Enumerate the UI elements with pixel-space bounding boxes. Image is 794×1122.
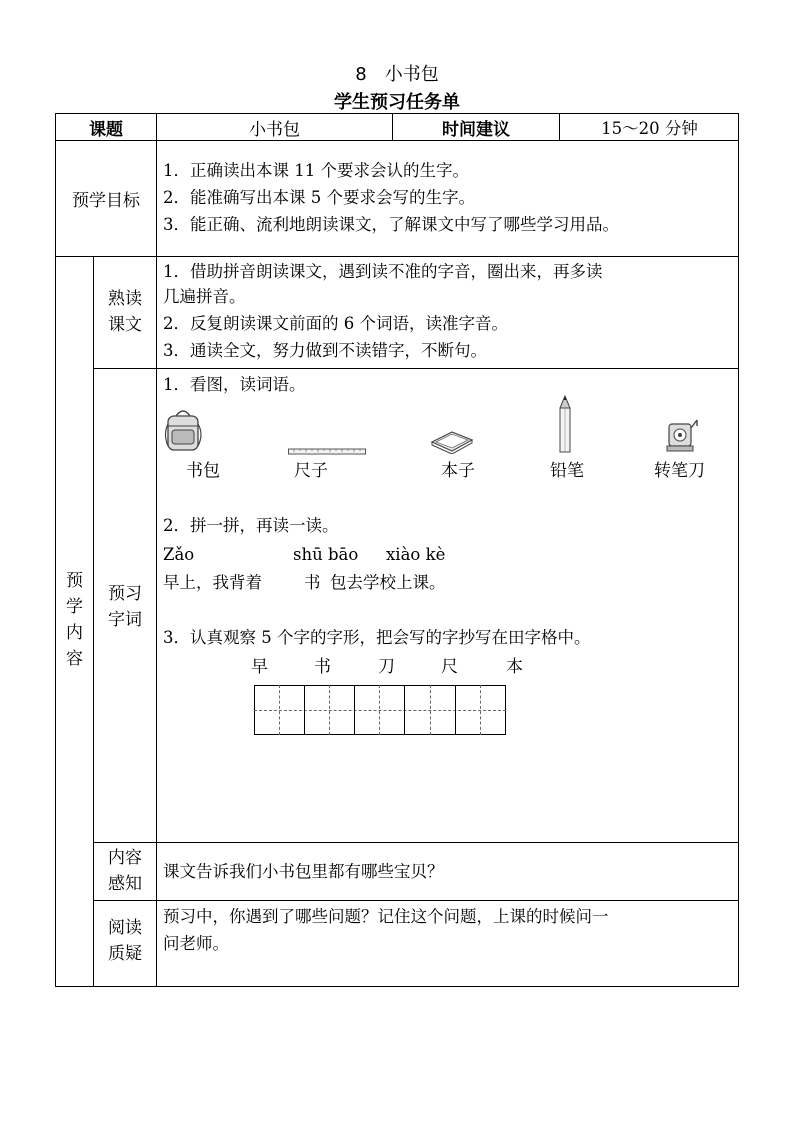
model-char: 本 [506,657,523,677]
picture-word: 尺子 [294,461,328,481]
question-label-line: 质疑 [108,944,142,964]
task-3: 3．认真观察 5 个字的字形，把会写的字抄写在田字格中。 [163,628,591,647]
question-line: 问老师。 [163,934,229,953]
row-divider [93,368,739,369]
content-label-char: 内 [66,623,83,643]
time-value: 15～20 分钟 [601,119,698,138]
row-divider [55,256,739,257]
model-char: 尺 [441,657,458,677]
question-label [94,915,156,967]
notebook-icon [430,428,474,454]
topic-label: 课题 [89,119,123,140]
worksheet-subtitle: 学生预习任务单 [334,92,460,113]
pinyin-word: Zǎo [163,545,195,564]
lesson-title: 8 小书包 [355,64,439,85]
read-item: 几遍拼音。 [163,287,246,306]
read-item: 1．借助拼音朗读课文，遇到读不准的字音，圈出来，再多读 [163,262,603,281]
grid-divider [404,685,405,735]
read-item: 3．通读全文，努力做到不读错字，不断句。 [163,341,487,360]
picture-word: 本子 [441,461,475,481]
row-divider [93,842,739,843]
pinyin-word: shū bāo [293,545,359,564]
ruler-icon [288,448,366,456]
task-1: 1．看图，读词语。 [163,375,306,394]
picture-word: 铅笔 [550,461,584,481]
goal-item: 1．正确读出本课 11 个要求会认的生字。 [163,161,469,180]
preview-words-label [94,581,156,633]
feel-label-line: 感知 [108,874,142,894]
read-text-label [94,286,156,338]
pinyin-word: xiào kè [386,545,446,564]
model-char: 早 [251,657,268,677]
backpack-icon [163,406,205,454]
grid-guide [329,685,330,735]
grid-guide [279,685,280,735]
read-text-label-line: 课文 [108,315,142,335]
topic-value: 小书包 [249,119,300,140]
preview-words-label-line: 预习 [108,584,142,604]
task-2: 2．拼一拼，再读一读。 [163,516,339,535]
question-line: 预习中，你遇到了哪些问题？记住这个问题，上课的时候问一 [163,907,609,926]
sentence-part: 早上，我背着 [163,573,262,592]
pencil-sharpener-icon [663,414,699,454]
time-label: 时间建议 [442,119,510,140]
read-item: 2．反复朗读课文前面的 6 个词语，读准字音。 [163,314,508,333]
feel-label [94,845,156,897]
content-label [56,568,93,672]
feel-label-line: 内容 [108,848,142,868]
grid-divider [455,685,456,735]
picture-word: 书包 [186,461,220,481]
grid-guide [480,685,481,735]
grid-guide [430,685,431,735]
row-divider [93,900,739,901]
preview-words-label-line: 字词 [108,610,142,630]
pencil-icon [557,395,573,455]
read-text-list [163,259,737,363]
grid-guide [254,710,506,711]
goal-item: 2．能准确写出本课 5 个要求会写的生字。 [163,188,475,207]
sentence-part: 书 [304,573,321,592]
column-divider [156,113,157,987]
question-label-line: 阅读 [108,918,142,938]
grid-divider [354,685,355,735]
row-divider [55,140,739,141]
feel-text: 课文告诉我们小书包里都有哪些宝贝？ [163,862,444,881]
grid-divider [304,685,305,735]
model-char: 书 [314,657,331,677]
goals-list [163,158,737,237]
content-label-char: 预 [66,571,83,591]
goals-label: 预学目标 [72,191,140,211]
picture-word: 转笔刀 [654,461,705,481]
model-char: 刀 [378,657,395,677]
sentence-part: 包去学校上课。 [330,573,446,592]
content-label-char: 学 [66,597,83,617]
grid-guide [379,685,380,735]
content-label-char: 容 [66,649,83,669]
question-text [163,904,737,956]
read-text-label-line: 熟读 [108,289,142,309]
goal-item: 3．能正确、流利地朗读课文，了解课文中写了哪些学习用品。 [163,215,619,234]
